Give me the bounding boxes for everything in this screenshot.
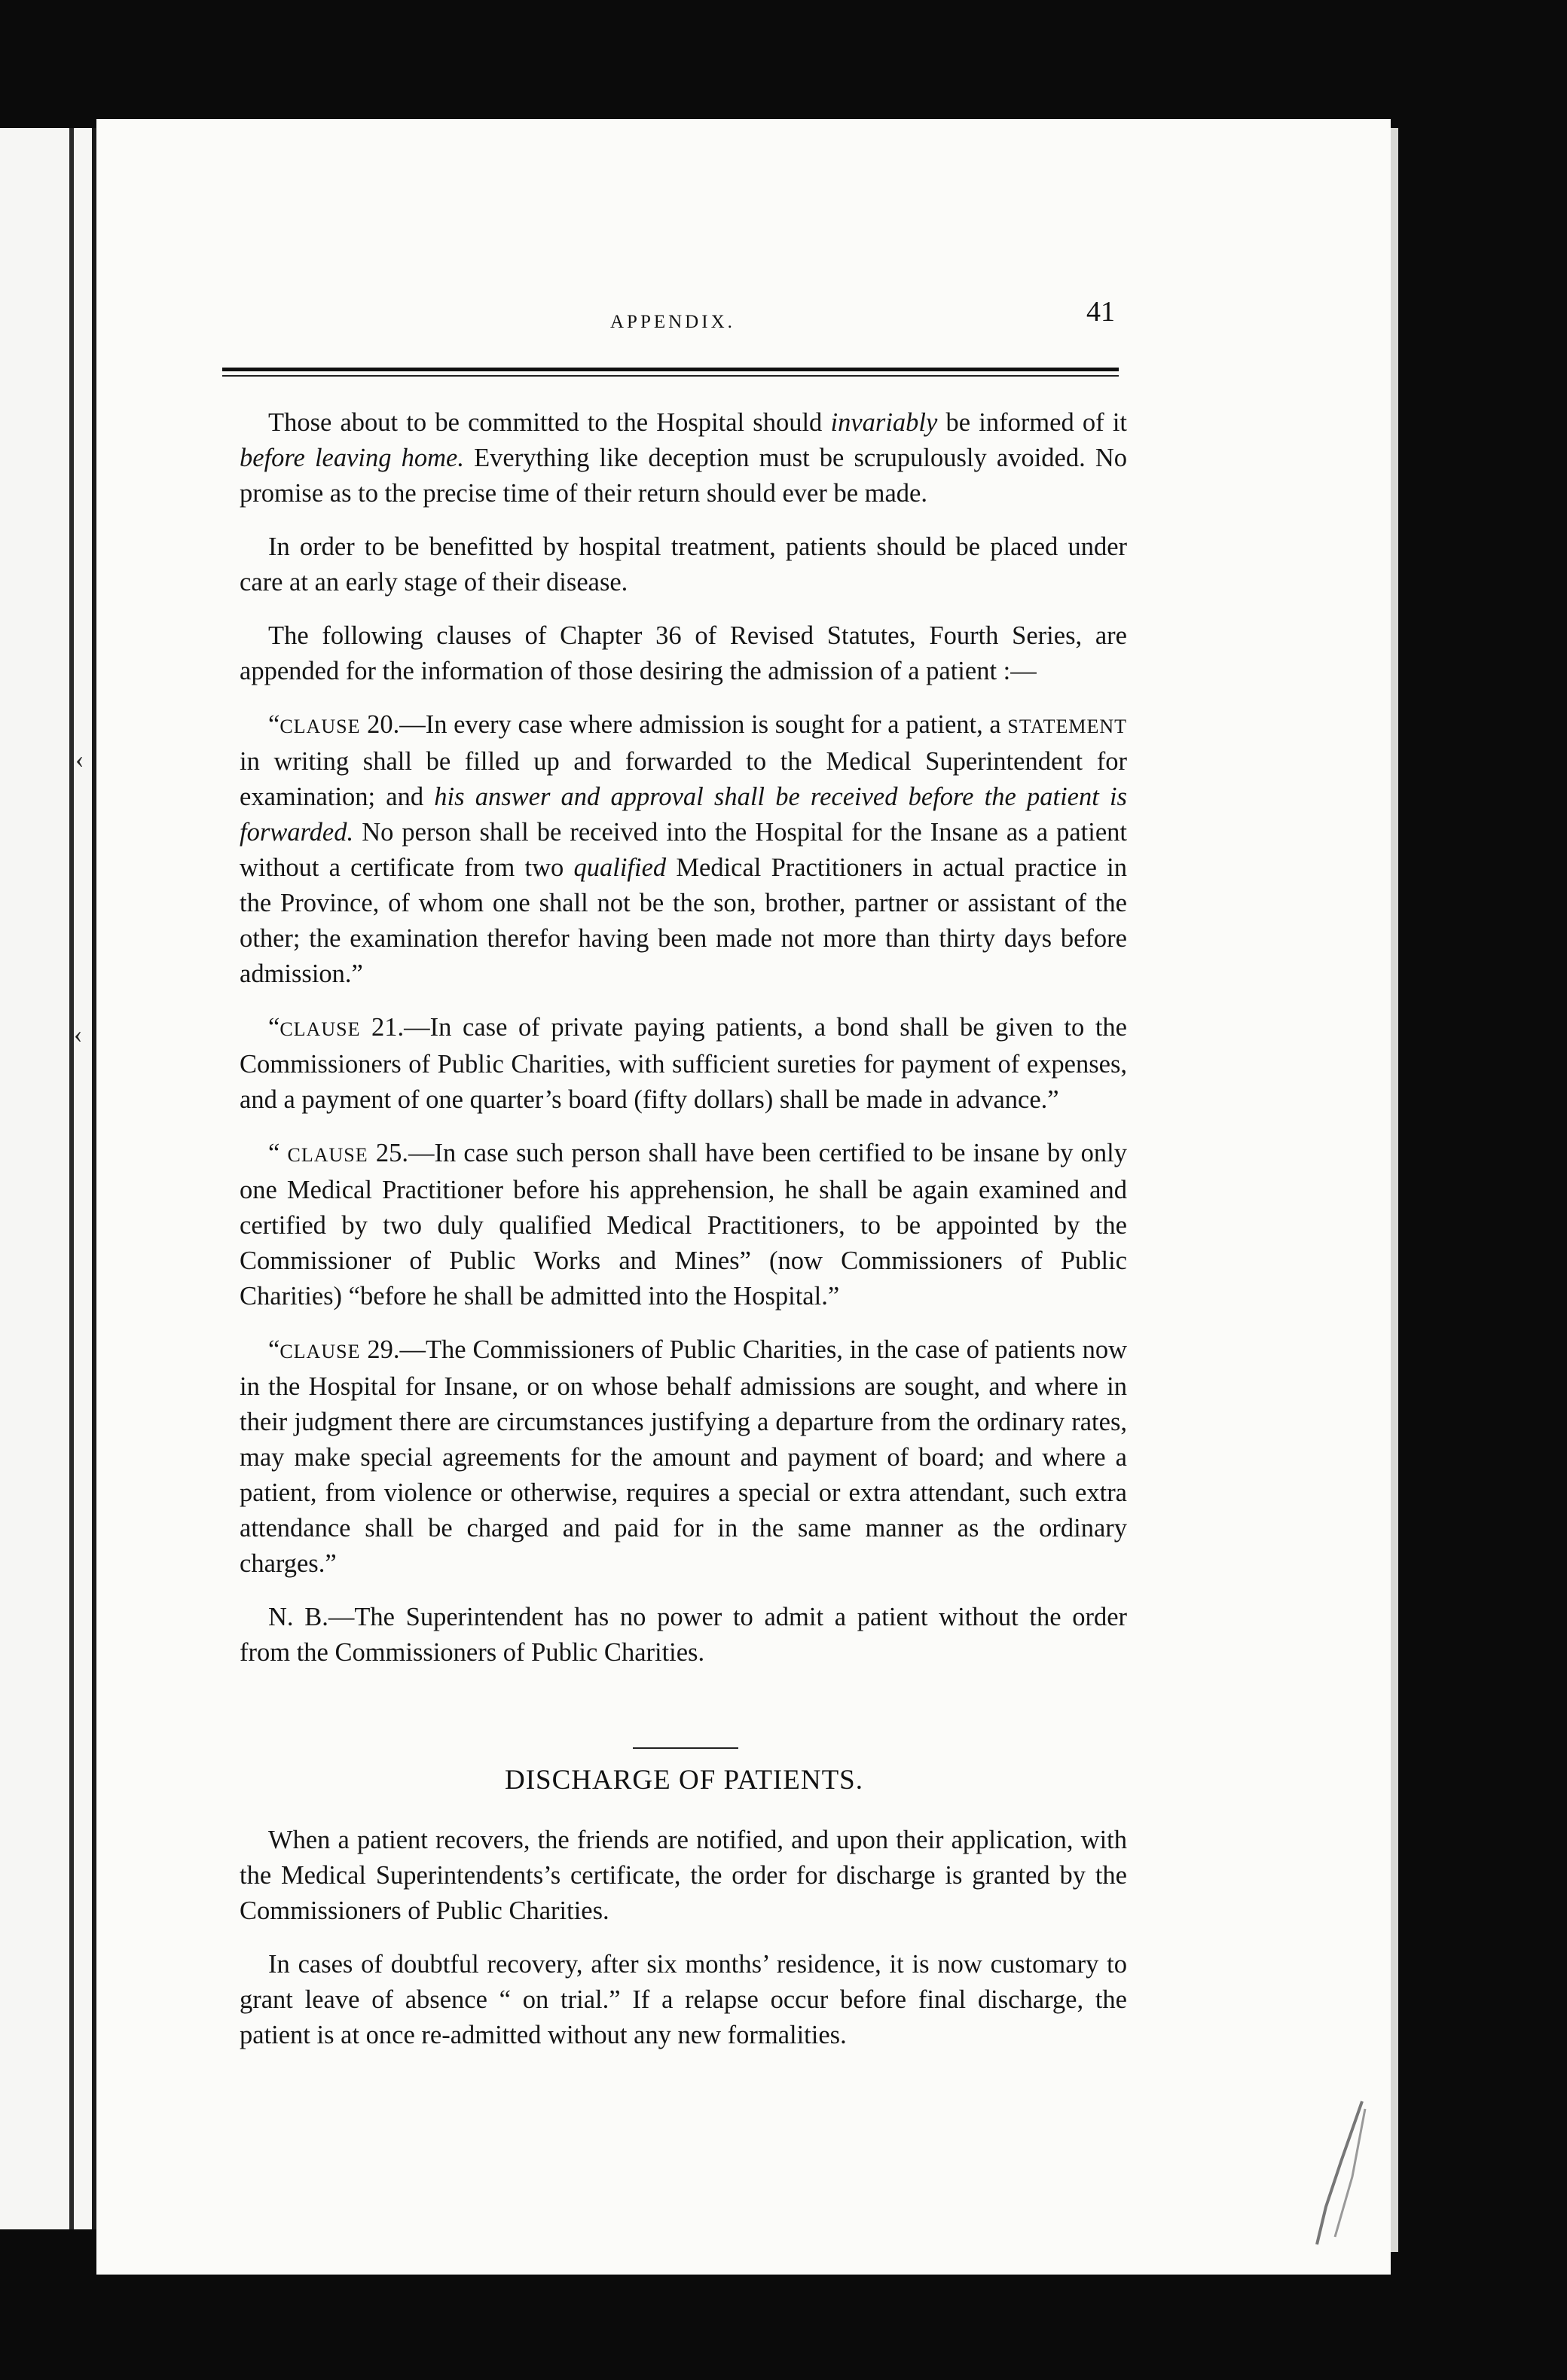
clause-20-label: CLAUSE [279,716,361,737]
clause-20-d: No person shall be received into the Hospital for the Insane as a patient without a certificate from two [240,818,1127,882]
clause-20-c: his answer and approval shall be received before the patient is forwarded. [240,783,1127,847]
body-text [240,405,1127,1671]
header-rule [222,368,1119,378]
clause-29 [240,1332,1127,1582]
page-number: 41 [1086,296,1115,328]
paragraph-treatment: In order to be benefitted by hospital treatment, patients should be placed under care at an early stage of their disease. [240,532,1127,597]
margin-mark-2: ‹ [74,1021,83,1048]
clause-25-label: CLAUSE [287,1144,368,1166]
discharge-paragraph-2: In cases of doubtful recovery, after six months’ residence, it is now customary to grant leave of absence “ on trial.” If a relapse occur before final discharge, the patient is at once re-admitted without any new formalities. [240,1950,1127,2049]
clause-20-open: “ [268,710,280,739]
clause-29-text: 29.—The Commissioners of Public Charities, in the case of patients now in the Hospital for Insane, or on whose behalf admissions are sought, and where in their judgment there are circumstances justifying a departure from the ordinary rates, may make special agreements for the amount and payment of board; and where a patient, from violence or otherwise, requires a special or extra attendant, such extra attendance shall be charged and paid for in the same manner as the ordinary charges.” [240,1335,1127,1578]
nota-bene: N. B.—The Superintendent has no power to admit a patient without the order from the Commissioners of Public Charities. [240,1603,1127,1667]
clause-21-text: 21.—In case of private paying patients, a bond shall be given to the Commissioners of Public Charities, with sufficient sureties for payment of expenses, and a payment of one quarter’s board (fifty dollars) shall be made in advance.” [240,1013,1127,1114]
paragraph-intro [240,405,1127,511]
paragraph-clauses-intro: The following clauses of Chapter 36 of Revised Statutes, Fourth Series, are appended for the information of those desiring the admission of a patient :— [240,621,1127,685]
p1-d: before leaving home. [240,444,464,472]
p1-e: Everything like deception must be scrupulously avoided. No promise as to the precise time of their return should ever be made. [240,444,1127,508]
clause-20-e: qualified [573,853,667,882]
page-corner-fold-mark [1281,2094,1371,2252]
clause-29-label: CLAUSE [279,1341,361,1362]
clause-20 [240,707,1127,992]
clause-20-f: Medical Practitioners in actual practice in the Province, of whom one shall not be the son, brother, partner or assistant of the other; the examination therefor having been made not more than thirty days before admission.” [240,853,1127,988]
p1-b: invariably [830,408,938,437]
p1-a: Those about to be committed to the Hospital should [268,408,831,437]
left-page-gutter-line [69,128,74,2229]
clause-29-open: “ [268,1335,280,1364]
discharge-text [240,1823,1127,2053]
margin-mark-1: ‹ [75,746,84,774]
clause-25-open: “ [268,1139,288,1167]
clause-21-label: CLAUSE [279,1018,361,1040]
clause-20-b: in writing shall be filled up and forwarded to the Medical Superintendent for examination; and [240,747,1127,811]
section-divider [633,1747,738,1749]
p1-c: be informed of it [937,408,1127,437]
left-page-edge [0,128,96,2229]
discharge-paragraph-1: When a patient recovers, the friends are notified, and upon their application, with the Medical Superintendents’s certificate, the order for discharge is granted by the Commissioners of Public Charities. [240,1826,1127,1925]
clause-21 [240,1010,1127,1118]
clause-20-statement: STATEMENT [1007,716,1127,737]
clause-21-open: “ [268,1013,280,1042]
page-header [226,294,1115,339]
section-heading: DISCHARGE OF PATIENTS. [504,1765,863,1796]
header-rule-thin [222,375,1119,377]
clause-25 [240,1136,1127,1314]
running-head: APPENDIX. [610,312,735,332]
clause-25-text: 25.—In case such person shall have been certified to be insane by only one Medical Practitioner before his apprehension, he shall be again examined and certified by two duly qualified Medical Practitioners, to be appointed by the Commissioner of Public Works and Mines” (now Commissioners of Public Charities) “before he shall be admitted into the Hospital.” [240,1139,1127,1311]
header-rule-thick [222,368,1119,371]
page-right-edge [1391,128,1398,2252]
clause-20-a: 20.—In every case where admission is sought for a patient, a [360,710,1008,739]
